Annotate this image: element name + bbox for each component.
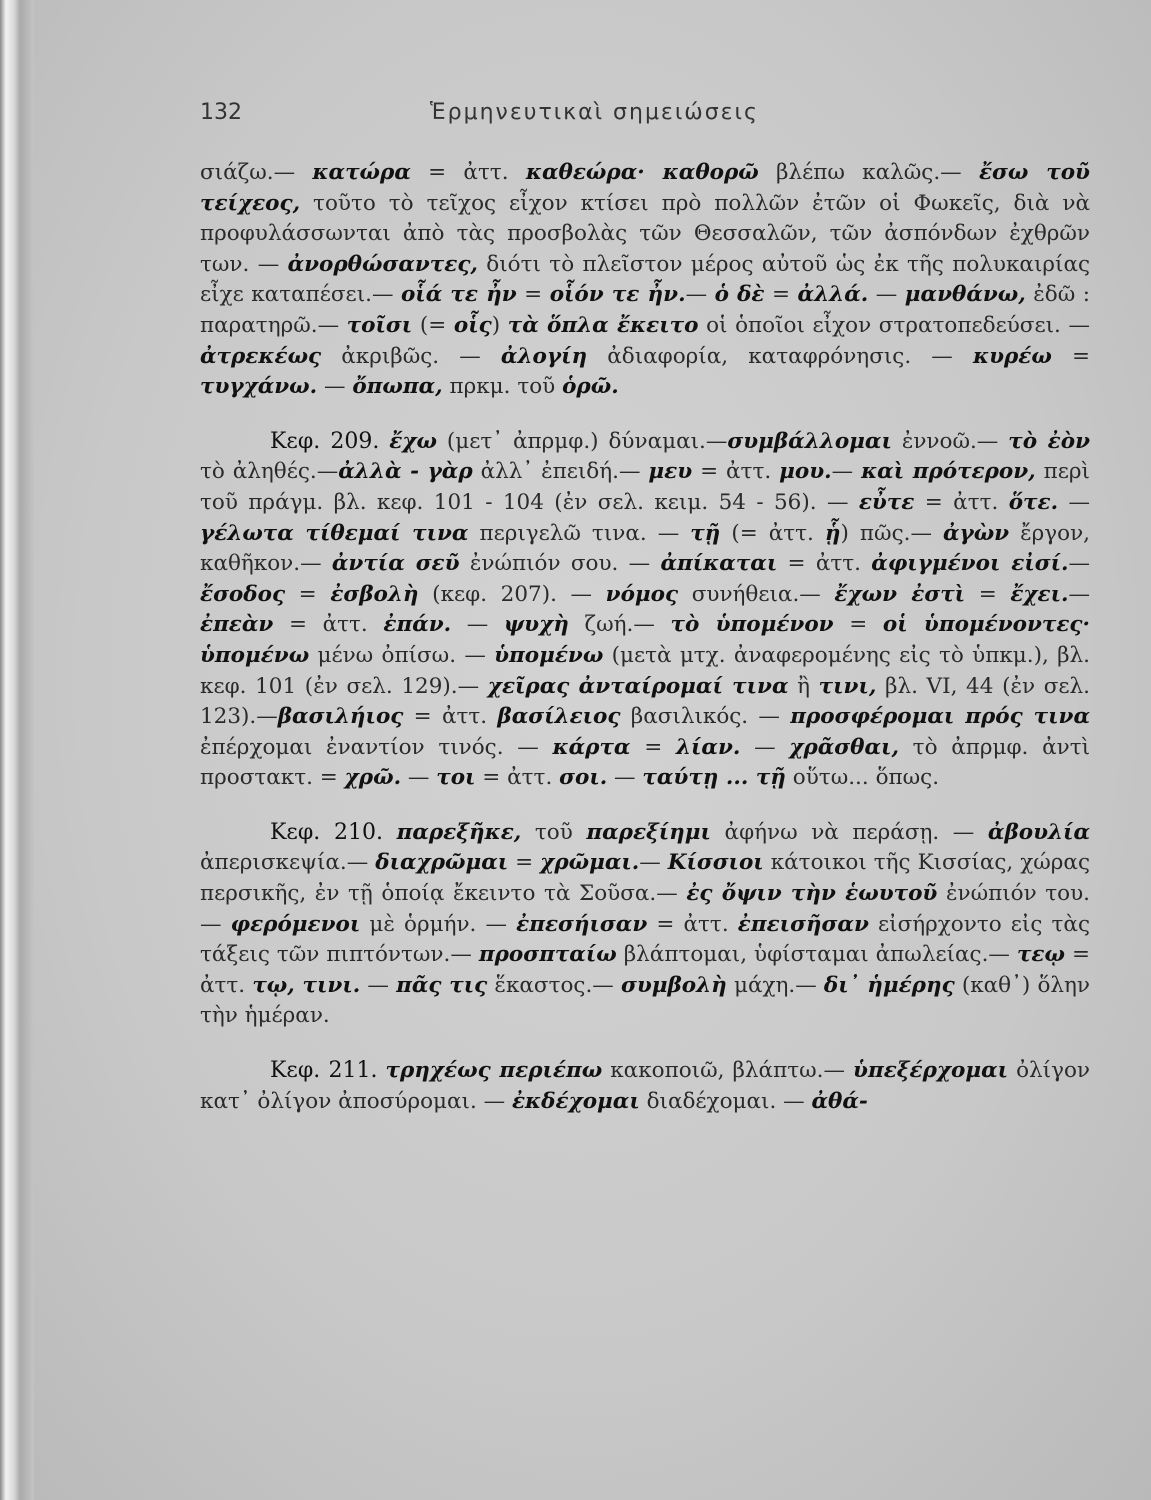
gloss-text: βλέπω καλῶς.—	[758, 160, 979, 185]
headword: βασίλειος	[497, 704, 621, 730]
headword: ἀγὼν	[942, 520, 1010, 546]
gloss-text	[379, 429, 389, 454]
headword: τῇ	[690, 520, 721, 546]
headword: ὁρῶ.	[562, 374, 619, 400]
headword: ψυχὴ	[503, 612, 569, 638]
headword: σοι.	[559, 765, 608, 791]
headword: παρεξίημι	[586, 819, 711, 845]
headword: ἀντία σεῦ	[331, 551, 460, 577]
headword: χεῖρας ἀνταίρομαί τινα	[487, 673, 789, 699]
headword: βασιλήιος	[277, 704, 404, 730]
commentary-paragraph	[200, 818, 1090, 1032]
headword: μου.	[779, 459, 832, 485]
gloss-text: ἐνώπιόν του.—	[200, 881, 1091, 937]
headword: τεῳ	[1016, 942, 1065, 968]
gloss-text: μάχη.—	[726, 972, 824, 998]
gloss-text: =	[516, 282, 550, 308]
headword: χρῶμαι.	[540, 850, 640, 876]
headword: παρεξῆκε,	[396, 819, 522, 845]
gloss-text: (= ἀττ.	[720, 520, 825, 546]
gloss-text: μένω ὀπίσω. —	[309, 642, 495, 668]
page-binding-edge	[0, 0, 34, 1500]
gloss-text: —	[685, 282, 715, 308]
gloss-text: )	[491, 312, 508, 338]
gloss-text: περὶ τοῦ πράγμ. βλ. κεφ. 101 - 104 (ἐν σελ. κειμ. 54 - 56). —	[200, 459, 1090, 515]
chapter-label: Κεφ. 210.	[270, 819, 383, 845]
gloss-text: ἐνώπιόν σου. —	[459, 551, 661, 577]
gloss-text: μὲ ὁρμήν. —	[360, 911, 517, 937]
gloss-text: = ἀττ.	[475, 765, 560, 791]
gloss-text: =	[508, 850, 541, 876]
gloss-text: =	[833, 612, 883, 638]
headword: ἀφιγμένοι εἰσί.	[871, 551, 1069, 577]
headword: πᾶς τις	[396, 972, 488, 998]
headword: προσπταίω	[478, 942, 617, 968]
gloss-text: = ἀττ.	[692, 459, 780, 485]
gloss-text: πρκμ. τοῦ	[442, 374, 563, 400]
gloss-text: συνήθεια.—	[678, 581, 835, 607]
gloss-text: ἐννοῶ.—	[891, 428, 1009, 454]
gloss-text: = ἀττ.	[777, 551, 872, 577]
headword: ἐπεισῆσαν	[737, 911, 869, 937]
headword: γέλωτα τίθεμαί τινα	[200, 520, 469, 546]
gloss-text: ἀκριβῶς. —	[321, 343, 501, 369]
headword: κυρέω	[972, 343, 1052, 369]
headword: προσφέρομαι πρός τινα	[790, 704, 1090, 730]
gloss-text: σιάζω.—	[200, 160, 313, 185]
headword: ἀλλά.	[797, 282, 869, 308]
gloss-text: —	[740, 734, 790, 760]
headword: Κίσσιοι	[667, 850, 764, 876]
gloss-text: = ἀττ.	[647, 911, 738, 937]
gloss-text: ) πῶς.—	[840, 520, 943, 546]
gloss-text: =	[630, 734, 676, 760]
gloss-text: οἱ ὁποῖοι εἶχον στρατοπεδεύσει. —	[698, 312, 1090, 338]
headword: συμβολὴ	[620, 972, 727, 998]
gloss-text: —	[317, 374, 353, 400]
gloss-text: —	[607, 765, 643, 791]
headword: τὰ ὅπλα ἔκειτο	[507, 312, 699, 338]
gloss-text: ζωή.—	[568, 612, 671, 638]
gloss-text: τοῦ	[521, 819, 587, 845]
gloss-text: ἕκαστος.—	[487, 972, 621, 998]
gloss-text: =	[764, 282, 798, 308]
headword: ἐπεσήισαν	[516, 911, 648, 937]
gloss-text: = ἀττ.	[200, 942, 1090, 998]
headword: κάρτα	[552, 734, 631, 760]
gloss-text: —	[1068, 551, 1091, 577]
gloss-text: (=	[412, 312, 454, 338]
headword: ἔχει.	[1010, 581, 1069, 607]
gloss-text: περιγελῶ τινα. —	[468, 520, 691, 546]
gloss-text: (μετ᾽ ἀπρμφ.) δύναμαι.—	[436, 428, 728, 454]
headword: ἔσω τοῦ τείχεος,	[200, 160, 1090, 216]
gloss-text: —	[1068, 581, 1091, 607]
headword: κατώρα	[312, 160, 411, 185]
gloss-text: ὀλίγον κατ᾽ ὀλίγον ἀποσύρομαι. —	[200, 1058, 1090, 1114]
gloss-text: ἀδιαφορία, καταφρόνησις. —	[587, 343, 973, 369]
headword: συμβάλλομαι	[727, 428, 892, 454]
headword: ᾗ	[824, 520, 841, 546]
gloss-text: ἀπερισκεψία.—	[200, 850, 376, 876]
gloss-text: = ἀττ.	[403, 704, 498, 730]
gloss-text: ἔργον, καθῆκον.—	[200, 520, 1090, 577]
chapter-label: Κεφ. 209.	[270, 428, 380, 454]
headword: ἐκδέχομαι	[511, 1088, 640, 1114]
headword: ἔχω	[389, 428, 437, 454]
headword: χρᾶσθαι,	[789, 734, 899, 760]
gloss-text: διαδέχομαι. —	[639, 1088, 812, 1114]
headword: οἱ ὑπομένοντες· ὑπομένω	[200, 612, 1091, 668]
headword: τρηχέως περιέπω	[385, 1058, 603, 1084]
gloss-text: κακοποιῶ, βλάπτω.—	[602, 1058, 854, 1084]
headword: ἐπεὰν	[200, 612, 274, 638]
headword: ὑπομένω	[494, 642, 604, 668]
commentary-body	[200, 158, 1090, 1117]
headword: ἐς ὄψιν τὴν ἑωυτοῦ	[686, 881, 938, 907]
gloss-text: —	[868, 282, 905, 308]
headword: καὶ πρότερον,	[861, 459, 1036, 485]
headword: διαχρῶμαι	[375, 850, 509, 876]
gloss-text: βλάπτομαι, ὑφίσταμαι ἀπωλείας.—	[616, 942, 1017, 968]
headword: ὑπεξέρχομαι	[853, 1058, 1009, 1084]
gloss-text: (μετὰ μτχ. ἀναφερομένης εἰς τὸ ὑπκμ.), βλ. κεφ. 101 (ἐν σελ. 129).—	[200, 642, 1090, 699]
gloss-text: ἢ	[788, 673, 819, 699]
gloss-text: =	[965, 581, 1011, 607]
headword: μευ	[648, 459, 693, 485]
gloss-text: ἐδῶ : παρατηρῶ.—	[200, 282, 1091, 338]
headword: τυγχάνω.	[200, 374, 318, 400]
headword: ἀνορθώσαντες,	[287, 251, 478, 277]
commentary-paragraph	[200, 427, 1090, 794]
headword: ἔχων ἐστὶ	[834, 581, 966, 607]
chapter-label: Κεφ. 211.	[270, 1058, 378, 1084]
headword: ὄπωπα,	[352, 374, 443, 400]
headword: μανθάνω,	[904, 282, 1026, 308]
gloss-text: —	[1058, 489, 1090, 515]
gloss-text: —	[360, 972, 397, 998]
page-header	[200, 100, 1090, 136]
headword: ἔσοδος	[200, 581, 286, 607]
headword: καθεώρα· καθορῶ	[525, 160, 759, 185]
gloss-text: οὕτω... ὅπως.	[785, 765, 940, 791]
headword: ἐσβολὴ	[330, 581, 419, 607]
headword: ἐπάν.	[383, 612, 452, 638]
gloss-text	[383, 820, 397, 845]
gloss-text: βλ. VI, 44 (ἐν σελ. 123).—	[200, 673, 1090, 730]
headword: τινι,	[818, 673, 877, 699]
gloss-text	[377, 1058, 385, 1083]
gloss-text: ἀφήνω νὰ περάσῃ. —	[710, 819, 988, 845]
gloss-text: —	[639, 850, 668, 876]
gloss-text: =	[1051, 343, 1090, 369]
gloss-text: κάτοικοι τῆς Κισσίας, χώρας περσικῆς, ἐν τῇ ὁποίᾳ ἔκειντο τὰ Σοῦσα.—	[200, 850, 1090, 907]
running-title: Ἑρμηνευτικαὶ σημειώσεις	[430, 100, 759, 125]
headword: τὸ ἐὸν	[1008, 428, 1090, 454]
commentary-paragraph	[200, 158, 1090, 403]
gloss-text: —	[451, 612, 504, 638]
headword: τὸ ὑπομένον	[670, 612, 834, 638]
headword: φερόμενοι	[230, 911, 361, 937]
commentary-paragraph	[200, 1056, 1090, 1117]
page-number: 132	[200, 100, 242, 125]
gloss-text: = ἀττ.	[273, 612, 384, 638]
headword: οἷά τε ἦν	[400, 282, 517, 308]
gloss-text: τὸ ἀπρμφ. ἀντὶ προστακτ. =	[200, 734, 1091, 791]
gloss-text: διότι τὸ πλεῖστον μέρος αὐτοῦ ὡς ἐκ τῆς πολυκαιρίας εἶχε καταπέσει.—	[200, 251, 1090, 308]
headword: οἷόν τε ἦν.	[549, 282, 686, 308]
gloss-text: εἰσήρχοντο εἰς τὰς τάξεις τῶν πιπτόντων.—	[200, 911, 1090, 968]
headword: ἀλογίη	[500, 343, 588, 369]
headword: τῳ, τινι.	[252, 972, 361, 998]
gloss-text: (κεφ. 207). —	[418, 581, 606, 607]
headword: ἀβουλία	[987, 819, 1091, 845]
headword: ὁ δὲ	[714, 282, 765, 308]
headword: νόμος	[605, 581, 679, 607]
headword: χρῶ.	[344, 765, 402, 791]
gloss-text: τὸ ἀληθές.—	[200, 459, 339, 485]
headword: ἀλλὰ - γὰρ	[338, 459, 473, 485]
gloss-text: βασιλικός. —	[620, 704, 791, 730]
headword: τοῖσι	[346, 312, 413, 338]
gloss-text: = ἀττ.	[410, 160, 526, 185]
gloss-text: = ἀττ.	[914, 489, 1009, 515]
headword: δι᾽ ἡμέρης	[823, 972, 955, 998]
headword: ἀθά-	[811, 1088, 868, 1114]
headword: εὖτε	[858, 489, 915, 515]
gloss-text: τοῦτο τὸ τεῖχος εἶχον κτίσει πρὸ πολλῶν ἐτῶν οἱ Φωκεῖς, διὰ νὰ προφυλάσσωνται ἀπὸ τὰς προσβολὰς τῶν Θεσσαλῶν, τῶν ἀσπόνδων ἐχθρῶν των. —	[200, 190, 1090, 277]
gloss-text: (καθ᾽) ὅλην τὴν ἡμέραν.	[200, 972, 1090, 1029]
headword: ἀτρεκέως	[200, 343, 322, 369]
headword: οἷς	[453, 312, 492, 338]
headword: ἀπίκαται	[660, 551, 778, 577]
gloss-text: =	[285, 581, 331, 607]
gloss-text: —	[831, 459, 862, 485]
gloss-text: ἐπέρχομαι ἐναντίον τινός. —	[200, 734, 553, 760]
headword: ταύτῃ ... τῇ	[642, 765, 786, 791]
headword: ὅτε.	[1008, 489, 1059, 515]
gloss-text: ἀλλ᾽ ἐπειδή.—	[472, 459, 649, 485]
gloss-text: —	[401, 765, 437, 791]
headword: τοι	[436, 765, 476, 791]
headword: λίαν.	[675, 734, 741, 760]
